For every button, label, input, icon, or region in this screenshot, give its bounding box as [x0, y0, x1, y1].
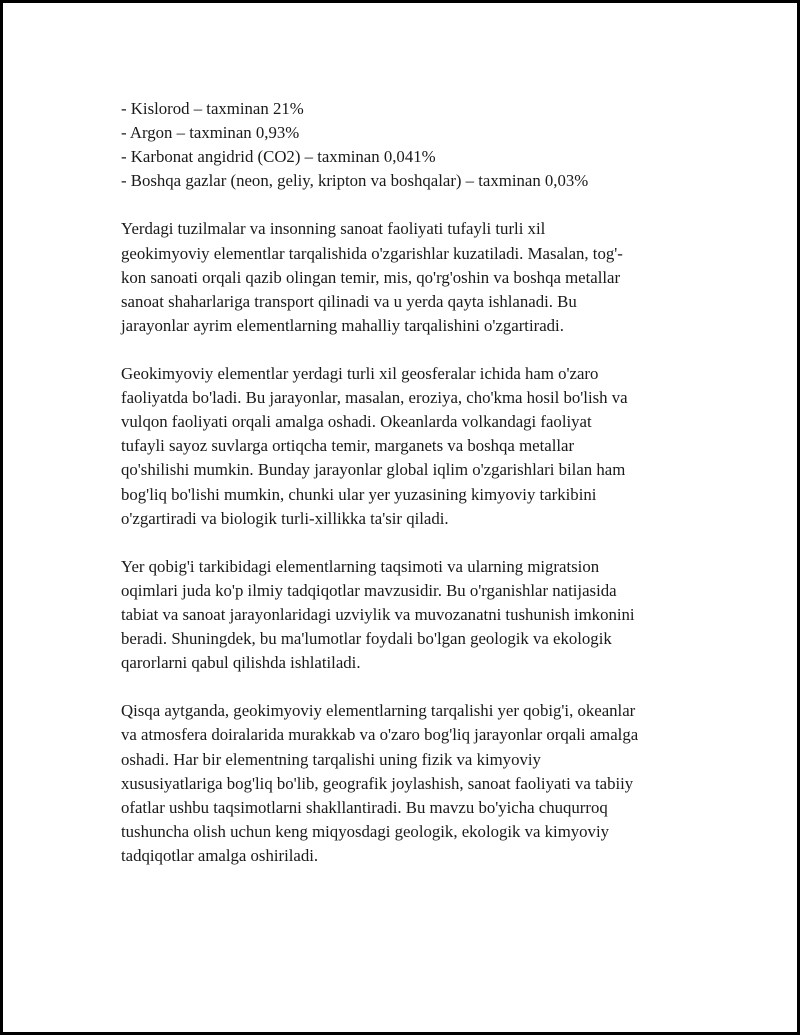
paragraph-line: Geokimyoviy elementlar yerdagi turli xil geosferalar ichida ham o'zaro [121, 364, 599, 384]
paragraph-conclusion [121, 699, 696, 868]
paragraph-line: ofatlar ushbu taqsimotlarni shakllantiradi. Bu mavzu bo'yicha chuqurroq [121, 797, 608, 817]
paragraph-line: faoliyatda bo'ladi. Bu jarayonlar, masalan, eroziya, cho'kma hosil bo'lish va [121, 388, 628, 408]
paragraph-industrial-changes [121, 217, 696, 337]
document-body [121, 97, 696, 868]
list-item: - Argon – taxminan 0,93% [121, 123, 300, 143]
paragraph-line: tadqiqotlar amalga oshiriladi. [121, 845, 319, 865]
paragraph-line: o'zgartiradi va biologik turli-xillikka ta'sir qiladi. [121, 508, 449, 528]
paragraph-line: geokimyoviy elementlar tarqalishida o'zgarishlar kuzatiladi. Masalan, tog'- [121, 243, 623, 263]
paragraph-line: vulqon faoliyati orqali amalga oshadi. Okeanlarda volkandagi faoliyat [121, 412, 592, 432]
paragraph-line: xususiyatlariga bog'liq bo'lib, geografik joylashish, sanoat faoliyati va tabiiy [121, 773, 634, 793]
paragraph-spacer [121, 531, 696, 555]
paragraph-spacer [121, 338, 696, 362]
paragraph-line: sanoat shaharlariga transport qilinadi va u yerda qayta ishlanadi. Bu [121, 291, 577, 311]
paragraph-line: tabiat va sanoat jarayonlaridagi uzviylik va muvozanatni tushunish imkonini [121, 604, 635, 624]
paragraph-line: tufayli sayoz suvlarga ortiqcha temir, marganets va boshqa metallar [121, 436, 575, 456]
paragraph-line: beradi. Shuningdek, bu ma'lumotlar foydali bo'lgan geologik va ekologik [121, 629, 612, 649]
paragraph-geosphere-interaction [121, 362, 696, 531]
paragraph-line: jarayonlar ayrim elementlarning mahalliy tarqalishini o'zgartiradi. [121, 315, 564, 335]
paragraph-spacer [121, 193, 696, 217]
paragraph-line: Yer qobig'i tarkibidagi elementlarning taqsimoti va ularning migratsion [121, 556, 600, 576]
paragraph-line: va atmosfera doiralarida murakkab va o'zaro bog'liq jarayonlar orqali amalga [121, 725, 639, 745]
paragraph-line: Yerdagi tuzilmalar va insonning sanoat faoliyati tufayli turli xil [121, 219, 546, 239]
gas-composition-list [121, 97, 696, 193]
paragraph-line: oqimlari juda ko'p ilmiy tadqiqotlar mavzusidir. Bu o'rganishlar natijasida [121, 580, 617, 600]
list-item: - Karbonat angidrid (CO2) – taxminan 0,041% [121, 147, 436, 167]
paragraph-line: qo'shilishi mumkin. Bunday jarayonlar global iqlim o'zgarishlari bilan ham [121, 460, 626, 480]
list-item: - Boshqa gazlar (neon, geliy, kripton va boshqalar) – taxminan 0,03% [121, 171, 589, 191]
paragraph-line: bog'liq bo'lishi mumkin, chunki ular yer yuzasining kimyoviy tarkibini [121, 484, 597, 504]
paragraph-line: oshadi. Har bir elementning tarqalishi uning fizik va kimyoviy [121, 749, 541, 769]
paragraph-line: tushuncha olish uchun keng miqyosdagi geologik, ekologik va kimyoviy [121, 821, 610, 841]
paragraph-element-migration [121, 555, 696, 675]
list-item: - Kislorod – taxminan 21% [121, 99, 304, 118]
paragraph-spacer [121, 675, 696, 699]
paragraph-line: qarorlarni qabul qilishda ishlatiladi. [121, 653, 361, 673]
paragraph-line: kon sanoati orqali qazib olingan temir, mis, qo'rg'oshin va boshqa metallar [121, 267, 621, 287]
paragraph-line: Qisqa aytganda, geokimyoviy elementlarning tarqalishi yer qobig'i, okeanlar [121, 701, 636, 721]
